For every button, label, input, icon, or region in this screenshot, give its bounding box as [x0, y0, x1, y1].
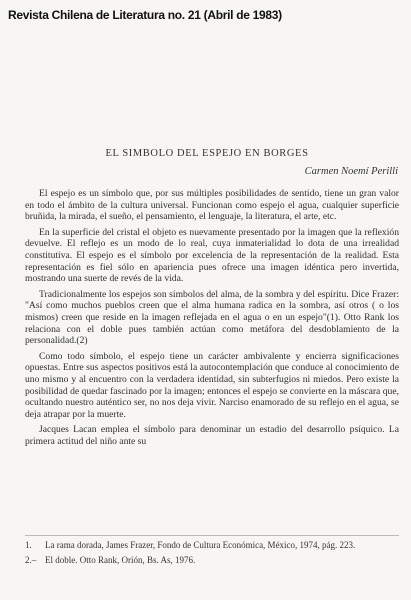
- paragraph: En la superficie del cristal el objeto es nuevamente presentado por la imagen que la reflexión devuelve. El reflejo es un modo de lo real, cuya inmaterialidad lo dota de una irrealidad constitutiva. El espejo es el símbolo por excelencia de la representación de la realidad. Esta representación es fiel sólo en apariencia pues ofrece una imagen idéntica pero invertida, mostrando una suerte de revés de la vida.: [25, 226, 399, 285]
- paragraph: El espejo es un símbolo que, por sus múltiples posibilidades de sentido, tiene un gran valor en todo el ámbito de la cultura universal. Funcionan como espejo el agua, cualquier superficie bruñida, la mirada, el sueño, el pensamiento, el lenguaje, la literatura, el arte, etc.: [25, 188, 399, 223]
- journal-header: Revista Chilena de Literatura no. 21 (Abril de 1983): [8, 8, 282, 22]
- article-body: [25, 188, 399, 451]
- footnote-divider: [25, 535, 399, 536]
- footnote: [25, 540, 399, 551]
- footnote-text: El doble. Otto Rank, Orión, Bs. As, 1976.: [45, 555, 196, 565]
- article-title: EL SIMBOLO DEL ESPEJO EN BORGES: [105, 148, 309, 159]
- footnote-text: La rama dorada, James Frazer, Fondo de Cultura Económica, México, 1974, pág. 223.: [45, 540, 356, 550]
- article-author: Carmen Noemí Perilli: [304, 166, 398, 177]
- footnote-number: 2.–: [25, 555, 37, 565]
- paragraph: Como todo símbolo, el espejo tiene un carácter ambivalente y encierra significaciones opuestas. Entre sus aspectos positivos está la autocontemplación que conduce al conocimiento de uno mismo y al encuentro con la verdadera identidad, sin subterfugios ni miedos. Pero existe la posibilidad de quedar fascinado por la imagen; entonces el espejo se convierte en la máscara que, ocultando nuestro auténtico ser, no nos deja vivir. Narciso enamorado de su reflejo en el agua, se deja atrapar por la muerte.: [25, 350, 399, 420]
- footnote-number: 1.: [25, 540, 32, 550]
- paragraph: Jacques Lacan emplea el símbolo para denominar un estadio del desarrollo psíquico. La primera actitud del niño ante su: [25, 424, 399, 447]
- footnotes: [25, 540, 399, 570]
- footnote: [25, 555, 399, 566]
- paragraph: Tradicionalmente los espejos son símbolos del alma, de la sombra y del espíritu. Dice Frazer: "Así como muchos pueblos creen que el alma humana radica en la sombra, así otros ( o los mismos) creen que reside en la imagen reflejada en el agua o en un espejo"(1). Otto Rank los relaciona con el doble pues también actúan como metáfora del desdoblamiento de la personalidad.(2): [25, 288, 399, 347]
